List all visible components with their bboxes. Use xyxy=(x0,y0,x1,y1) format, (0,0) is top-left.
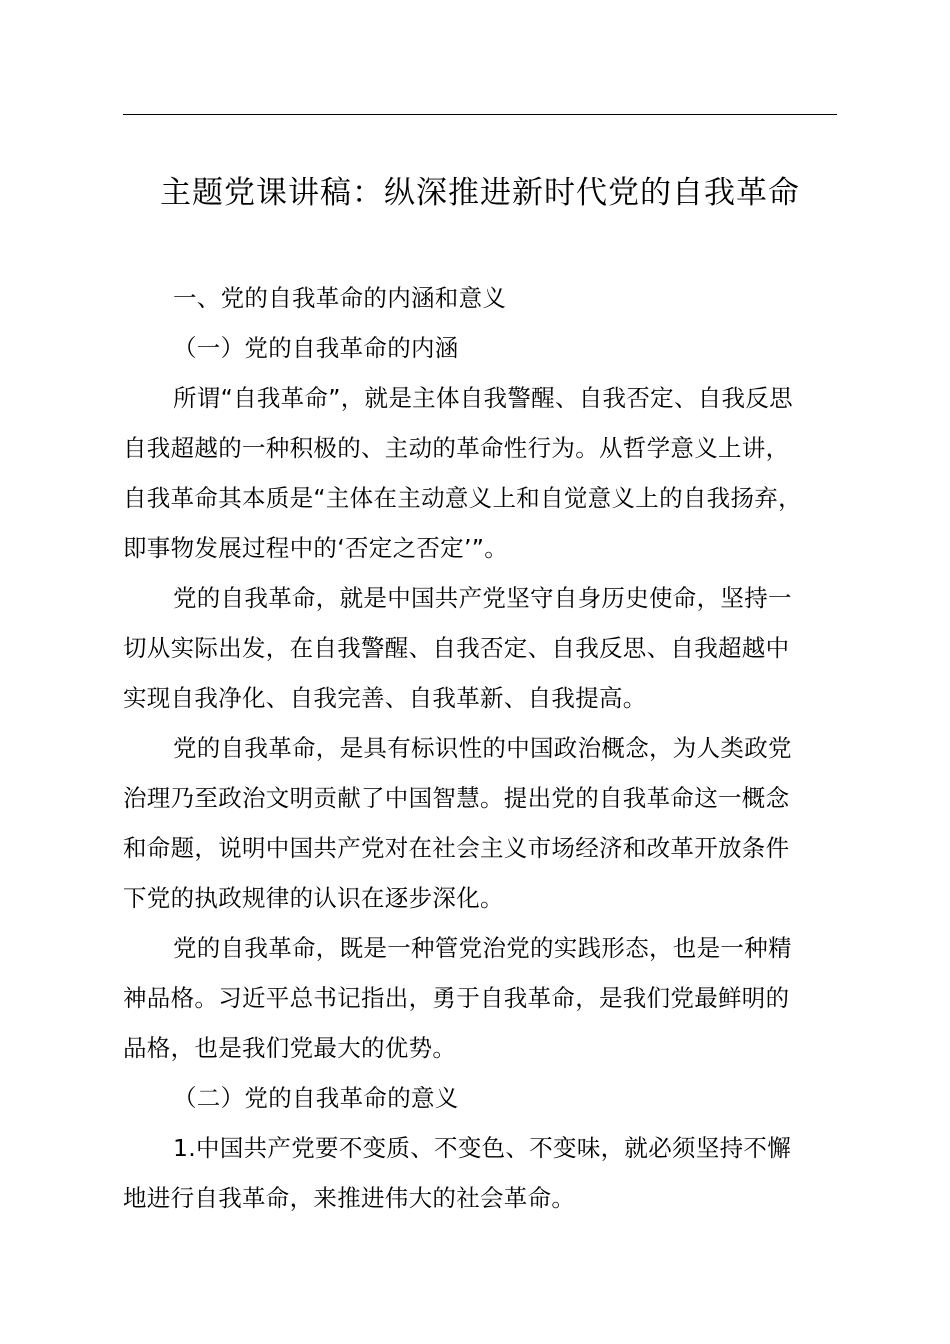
subsection-heading-1: （一）党的自我革命的内涵 xyxy=(173,334,459,362)
paragraph-line: 党的自我革命，既是一种管党治党的实践形态，也是一种精 xyxy=(173,934,792,962)
paragraph-line: 党的自我革命，是具有标识性的中国政治概念，为人类政党 xyxy=(173,734,792,762)
paragraph-line: 实现自我净化、自我完善、自我革新、自我提高。 xyxy=(123,684,647,712)
subsection-heading-2: （二）党的自我革命的意义 xyxy=(173,1084,459,1112)
document-body xyxy=(123,273,848,1223)
paragraph-line: 即事物发展过程中的‘否定之否定’”。 xyxy=(123,534,509,562)
paragraph-line: 所谓“自我革命”，就是主体自我警醒、自我否定、自我反思 xyxy=(173,384,793,412)
paragraph-line: 自我超越的一种积极的、主动的革命性行为。从哲学意义上讲， xyxy=(123,434,790,462)
paragraph-line: 党的自我革命，就是中国共产党坚守自身历史使命，坚持一 xyxy=(173,584,792,612)
paragraph-line: 自我革命其本质是“主体在主动意义上和自觉意义上的自我扬弃， xyxy=(123,484,802,512)
paragraph-line: 1.中国共产党要不变质、不变色、不变味，就必须坚持不懈 xyxy=(173,1134,792,1162)
paragraph-line: 下党的执政规律的认识在逐步深化。 xyxy=(123,884,504,912)
paragraph-line: 和命题，说明中国共产党对在社会主义市场经济和改革开放条件 xyxy=(123,834,790,862)
document-title: 主题党课讲稿：纵深推进新时代党的自我革命 xyxy=(160,175,800,211)
paragraph-line: 地进行自我革命，来推进伟大的社会革命。 xyxy=(123,1184,576,1212)
paragraph-line: 品格，也是我们党最大的优势。 xyxy=(123,1034,457,1062)
section-heading-1: 一、党的自我革命的内涵和意义 xyxy=(173,284,507,312)
paragraph-line: 切从实际出发，在自我警醒、自我否定、自我反思、自我超越中 xyxy=(123,634,790,662)
header-rule xyxy=(123,114,837,115)
paragraph-line: 神品格。习近平总书记指出，勇于自我革命，是我们党最鲜明的 xyxy=(123,984,790,1012)
paragraph-line: 治理乃至政治文明贡献了中国智慧。提出党的自我革命这一概念 xyxy=(123,784,790,812)
